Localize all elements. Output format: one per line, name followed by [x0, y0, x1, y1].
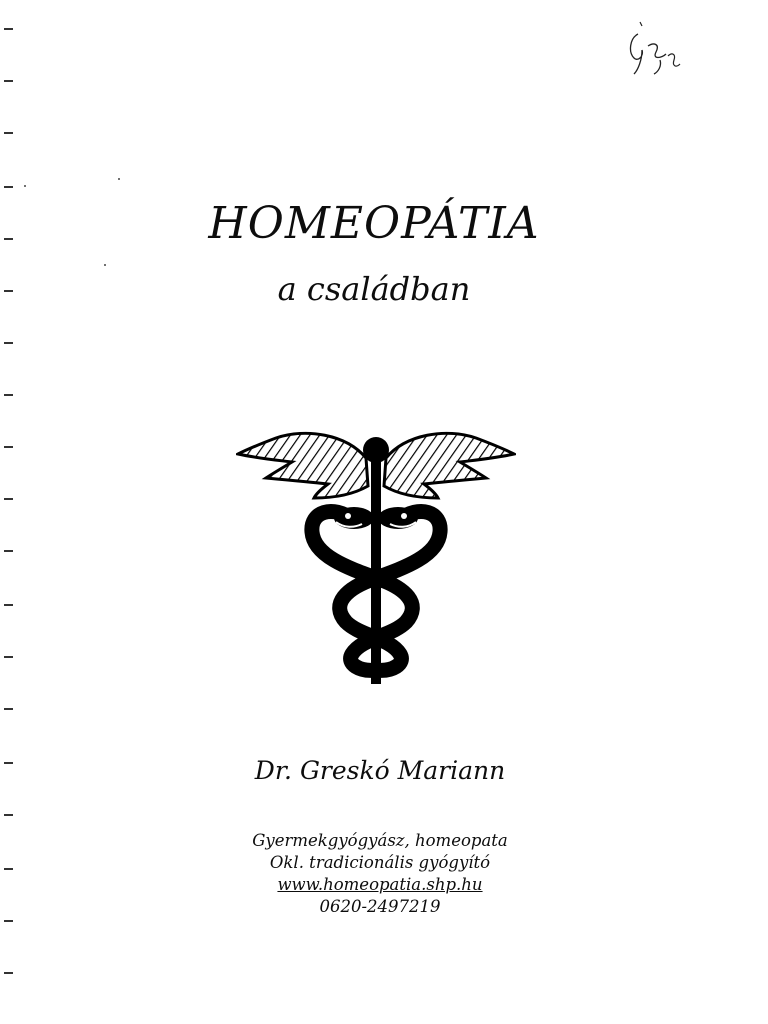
website-link[interactable]: www.homeopatia.shp.hu — [277, 875, 483, 894]
qualification-line: Okl. tradicionális gyógyító — [269, 853, 491, 872]
author-info — [0, 830, 760, 918]
author-name: Dr. Greskó Mariann — [254, 756, 506, 785]
profession-line: Gyermekgyógyász, homeopata — [252, 831, 508, 850]
document-title: HOMEOPÁTIA — [208, 198, 540, 249]
caduceus-icon — [236, 428, 516, 688]
document-subtitle: a családban — [277, 270, 471, 308]
handwritten-signature — [620, 16, 690, 86]
phone-number: 0620-2497219 — [319, 897, 441, 916]
